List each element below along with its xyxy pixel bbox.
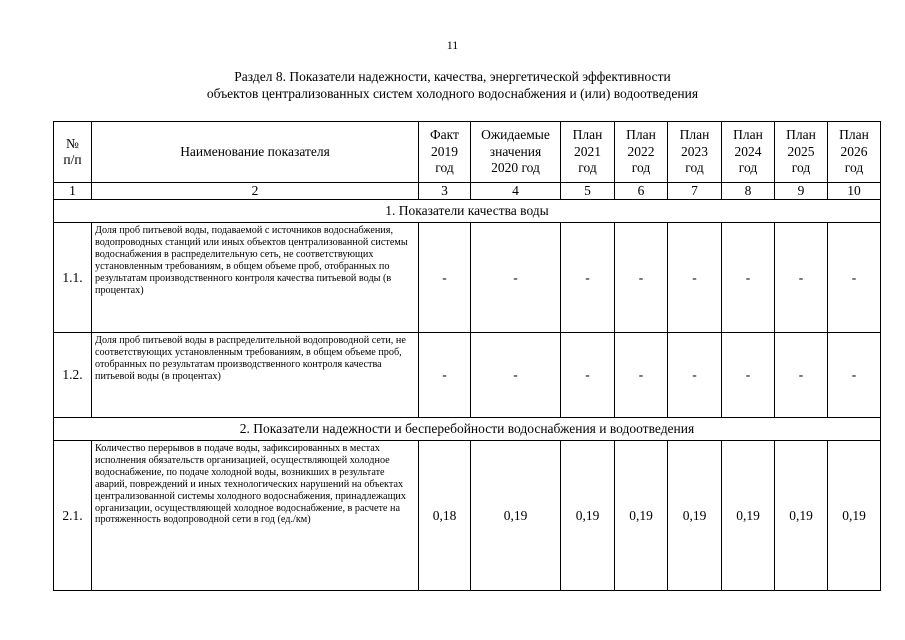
row-value: - (561, 333, 615, 418)
section-title: 2. Показатели надежности и бесперебойности водоснабжения и водоотведения (54, 418, 881, 441)
header-num-cell (54, 122, 92, 183)
header-line: год (435, 160, 454, 176)
column-number: 1 (54, 183, 92, 200)
row-value: 0,19 (828, 441, 881, 591)
row-number: 1.1. (54, 223, 92, 333)
row-value: 0,19 (722, 441, 775, 591)
column-number: 8 (722, 183, 775, 200)
header-line: 2025 (787, 143, 815, 159)
header-line: год (791, 160, 811, 176)
header-name-cell: Наименование показателя (92, 122, 419, 183)
row-value: 0,19 (471, 441, 561, 591)
header-num-line: п/п (63, 152, 82, 167)
header-col-plan-2022 (615, 122, 668, 183)
header-line: 2024 (734, 143, 762, 159)
row-value: - (775, 333, 828, 418)
header-col-plan-2024 (722, 122, 775, 183)
header-line: 2023 (681, 143, 708, 159)
column-number: 2 (92, 183, 419, 200)
row-value: 0,19 (668, 441, 722, 591)
section-row-1 (54, 200, 881, 223)
row-number: 2.1. (54, 441, 92, 591)
heading-line-2: объектов централизованных систем холодного водоснабжения и (или) водоотведения (206, 86, 699, 101)
row-description: Доля проб питьевой воды в распределительной водопроводной сети, не соответствующих установленным требованиям, в общем объеме проб, отобранных по результатам производственного контроля качества питьевой воды (в процентах) (92, 333, 419, 418)
column-number: 6 (615, 183, 668, 200)
heading-line-1: Раздел 8. Показатели надежности, качества, энергетической эффективности (234, 69, 671, 84)
section-title: 1. Показатели качества воды (54, 200, 881, 223)
column-number: 10 (828, 183, 881, 200)
row-value: - (668, 333, 722, 418)
row-value: - (471, 333, 561, 418)
header-num-line: № (66, 135, 79, 151)
header-line: 2021 (574, 143, 601, 159)
column-number: 7 (668, 183, 722, 200)
header-line: год (738, 160, 758, 176)
row-value: - (722, 223, 775, 333)
header-line: год (844, 160, 864, 176)
row-value: - (561, 223, 615, 333)
header-line: Ожидаемые (481, 127, 550, 143)
header-line: Факт (430, 127, 459, 143)
row-value: - (471, 223, 561, 333)
row-value: 0,19 (615, 441, 668, 591)
header-line: План (786, 127, 816, 143)
header-col-plan-2023 (668, 122, 722, 183)
header-col-plan-2025 (775, 122, 828, 183)
header-line: План (626, 127, 656, 143)
table-row (54, 333, 881, 418)
page-number: 11 (446, 38, 459, 52)
row-number: 1.2. (54, 333, 92, 418)
header-line: 2020 год (491, 160, 540, 176)
column-numbers-row (54, 183, 881, 200)
header-line: План (733, 127, 763, 143)
indicators-table (53, 121, 881, 591)
row-value: - (419, 333, 471, 418)
header-col-plan-2026 (828, 122, 881, 183)
header-col-plan-2021 (561, 122, 615, 183)
row-value: - (668, 223, 722, 333)
column-number: 3 (419, 183, 471, 200)
row-value: - (775, 223, 828, 333)
header-line: План (679, 127, 710, 143)
header-line: 2022 (627, 143, 655, 159)
column-number: 4 (471, 183, 561, 200)
header-line: год (631, 160, 651, 176)
row-value: - (722, 333, 775, 418)
section-row-2 (54, 418, 881, 441)
row-value: - (615, 333, 668, 418)
row-description: Количество перерывов в подаче воды, зафиксированных в местах исполнения обязательств организацией, осуществляющей холодное водоснабжение, по подаче холодной воды, возникших в результате аварий, повреждений и иных технологических нарушений на объектах централизованной системы холодного водоснабжения, принадлежащих организации, осуществляющей холодное водоснабжение, в расчете на протяженность водопроводной сети в год (ед./км) (92, 441, 419, 591)
header-line: год (578, 160, 597, 176)
header-line: 2019 (431, 143, 458, 159)
header-line: значения (489, 143, 542, 159)
header-line: 2026 (840, 143, 868, 159)
column-number: 5 (561, 183, 615, 200)
row-value: - (828, 333, 881, 418)
row-value: 0,18 (419, 441, 471, 591)
row-value: 0,19 (561, 441, 615, 591)
table-row (54, 441, 881, 591)
table-row (54, 223, 881, 333)
row-value: 0,19 (775, 441, 828, 591)
row-value: - (419, 223, 471, 333)
header-col-fact-2019 (419, 122, 471, 183)
row-description: Доля проб питьевой воды, подаваемой с источников водоснабжения, водопроводных станций или иных объектов централизованной системы водоснабжения в распределительную сеть, не соответствующих установленным требованиям, в общем объеме проб, отобранных по результатам производственного контроля качества питьевой воды (в процентах) (92, 223, 419, 333)
column-number: 9 (775, 183, 828, 200)
header-col-expected-2020 (471, 122, 561, 183)
row-value: - (615, 223, 668, 333)
row-value: - (828, 223, 881, 333)
section-heading (0, 68, 905, 102)
header-line: год (685, 160, 704, 176)
header-line: План (839, 127, 869, 143)
header-line: План (572, 127, 603, 143)
table-header-row (54, 122, 881, 183)
